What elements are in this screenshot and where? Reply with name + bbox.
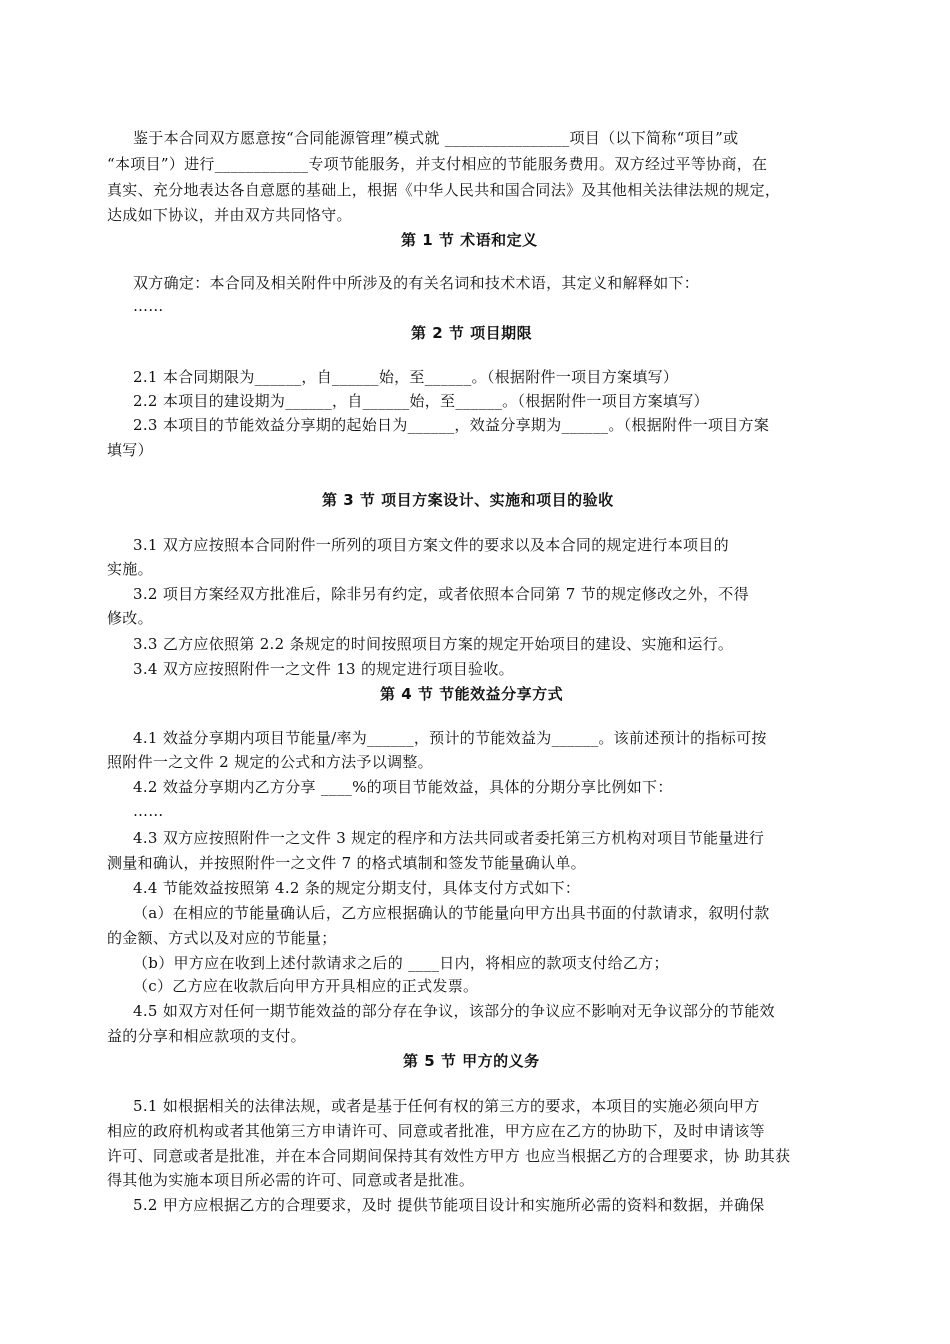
sec4-line-3: 4.2 效益分享期内乙方分享 ____%的项目节能效益，具体的分期分享比例如下： bbox=[133, 778, 673, 796]
sec3-line-1: 3.1 双方应按照本合同附件一所列的项目方案文件的要求以及本合同的规定进行本项目的 bbox=[133, 536, 729, 554]
sec2-line-4: 填写） bbox=[107, 441, 153, 459]
sec4-line-7: 4.4 节能效益按照第 4.2 条的规定分期支付，具体支付方式如下： bbox=[133, 879, 581, 897]
sec4-line-11: （c）乙方应在收款后向甲方开具相应的正式发票。 bbox=[133, 977, 479, 995]
section-4-title: 第 4 节 节能效益分享方式 bbox=[380, 685, 564, 703]
sec1-line-1: 双方确定：本合同及相关附件中所涉及的有关名词和技术术语，其定义和解释如下： bbox=[133, 274, 700, 292]
sec4-line-2: 照附件一之文件 2 规定的公式和方法予以调整。 bbox=[107, 753, 433, 771]
sec4-line-5: 4.3 双方应按照附件一之文件 3 规定的程序和方法共同或者委托第三方机构对项目节能量进行 bbox=[133, 829, 765, 847]
section-3-title: 第 3 节 项目方案设计、实施和项目的验收 bbox=[322, 491, 614, 509]
sec5-line-2: 相应的政府机构或者其他第三方申请许可、同意或者批准，甲方应在乙方的协助下，及时申请该等 bbox=[107, 1122, 765, 1140]
sec3-line-5: 3.3 乙方应依照第 2.2 条规定的时间按照项目方案的规定开始项目的建设、实施和运行。 bbox=[133, 635, 734, 653]
intro-line-2: “本项目”）进行____________专项节能服务，并支付相应的节能服务费用。双方经过平等协商，在 bbox=[107, 155, 768, 173]
sec1-line-2: …… bbox=[133, 297, 164, 315]
intro-line-4: 达成如下协议，并由双方共同恪守。 bbox=[107, 206, 352, 224]
sec4-line-13: 益的分享和相应款项的支付。 bbox=[107, 1027, 306, 1045]
sec5-line-1: 5.1 如根据相关的法律法规，或者是基于任何有权的第三方的要求，本项目的实施必须向甲方 bbox=[133, 1097, 760, 1115]
sec4-line-10: （b）甲方应在收到上述付款请求之后的 ____日内，将相应的款项支付给乙方； bbox=[133, 954, 669, 972]
section-5-title: 第 5 节 甲方的义务 bbox=[403, 1052, 540, 1070]
sec5-line-3: 许可、同意或者是批准，并在本合同期间保持其有效性方甲方 也应当根据乙方的合理要求，协 助其获 bbox=[107, 1147, 791, 1165]
sec5-line-5: 5.2 甲方应根据乙方的合理要求，及时 提供节能项目设计和实施所必需的资料和数据，并确保 bbox=[133, 1196, 765, 1214]
intro-line-1: 鉴于本合同双方愿意按“合同能源管理”模式就 ________________项目（以下简称“项目”或 bbox=[133, 129, 739, 147]
sec4-line-8: （a）在相应的节能量确认后，乙方应根据确认的节能量向甲方出具书面的付款请求，叙明付款 bbox=[133, 904, 770, 922]
sec4-line-1: 4.1 效益分享期内项目节能量/率为______，预计的节能效益为______。该前述预计的指标可按 bbox=[133, 729, 767, 747]
intro-line-3: 真实、充分地表达各自意愿的基础上，根据《中华人民共和国合同法》及其他相关法律法规的规定， bbox=[107, 181, 781, 199]
sec2-line-3: 2.3 本项目的节能效益分享期的起始日为______，效益分享期为______。（根据附件一项目方案 bbox=[133, 416, 770, 434]
sec4-line-6: 测量和确认，并按照附件一之文件 7 的格式填制和签发节能量确认单。 bbox=[107, 854, 586, 872]
section-1-title: 第 1 节 术语和定义 bbox=[401, 231, 538, 249]
sec3-line-4: 修改。 bbox=[107, 609, 153, 627]
sec2-line-2: 2.2 本项目的建设期为______，自______始，至______。（根据附件一项目方案填写） bbox=[133, 392, 709, 410]
sec4-line-9: 的金额、方式以及对应的节能量； bbox=[107, 929, 337, 947]
sec4-line-4: …… bbox=[133, 802, 164, 820]
sec3-line-6: 3.4 双方应按照附件一之文件 13 的规定进行项目验收。 bbox=[133, 660, 514, 678]
section-2-title: 第 2 节 项目期限 bbox=[411, 324, 533, 342]
sec5-line-4: 得其他为实施本项目所必需的许可、同意或者是批准。 bbox=[107, 1171, 475, 1189]
sec3-line-3: 3.2 项目方案经双方批准后，除非另有约定，或者依照本合同第 7 节的规定修改之外，不得 bbox=[133, 585, 749, 603]
sec3-line-2: 实施。 bbox=[107, 560, 153, 578]
sec2-line-1: 2.1 本合同期限为______，自______始，至______。（根据附件一项目方案填写） bbox=[133, 368, 679, 386]
sec4-line-12: 4.5 如双方对任何一期节能效益的部分存在争议，该部分的争议应不影响对无争议部分的节能效 bbox=[133, 1002, 775, 1020]
